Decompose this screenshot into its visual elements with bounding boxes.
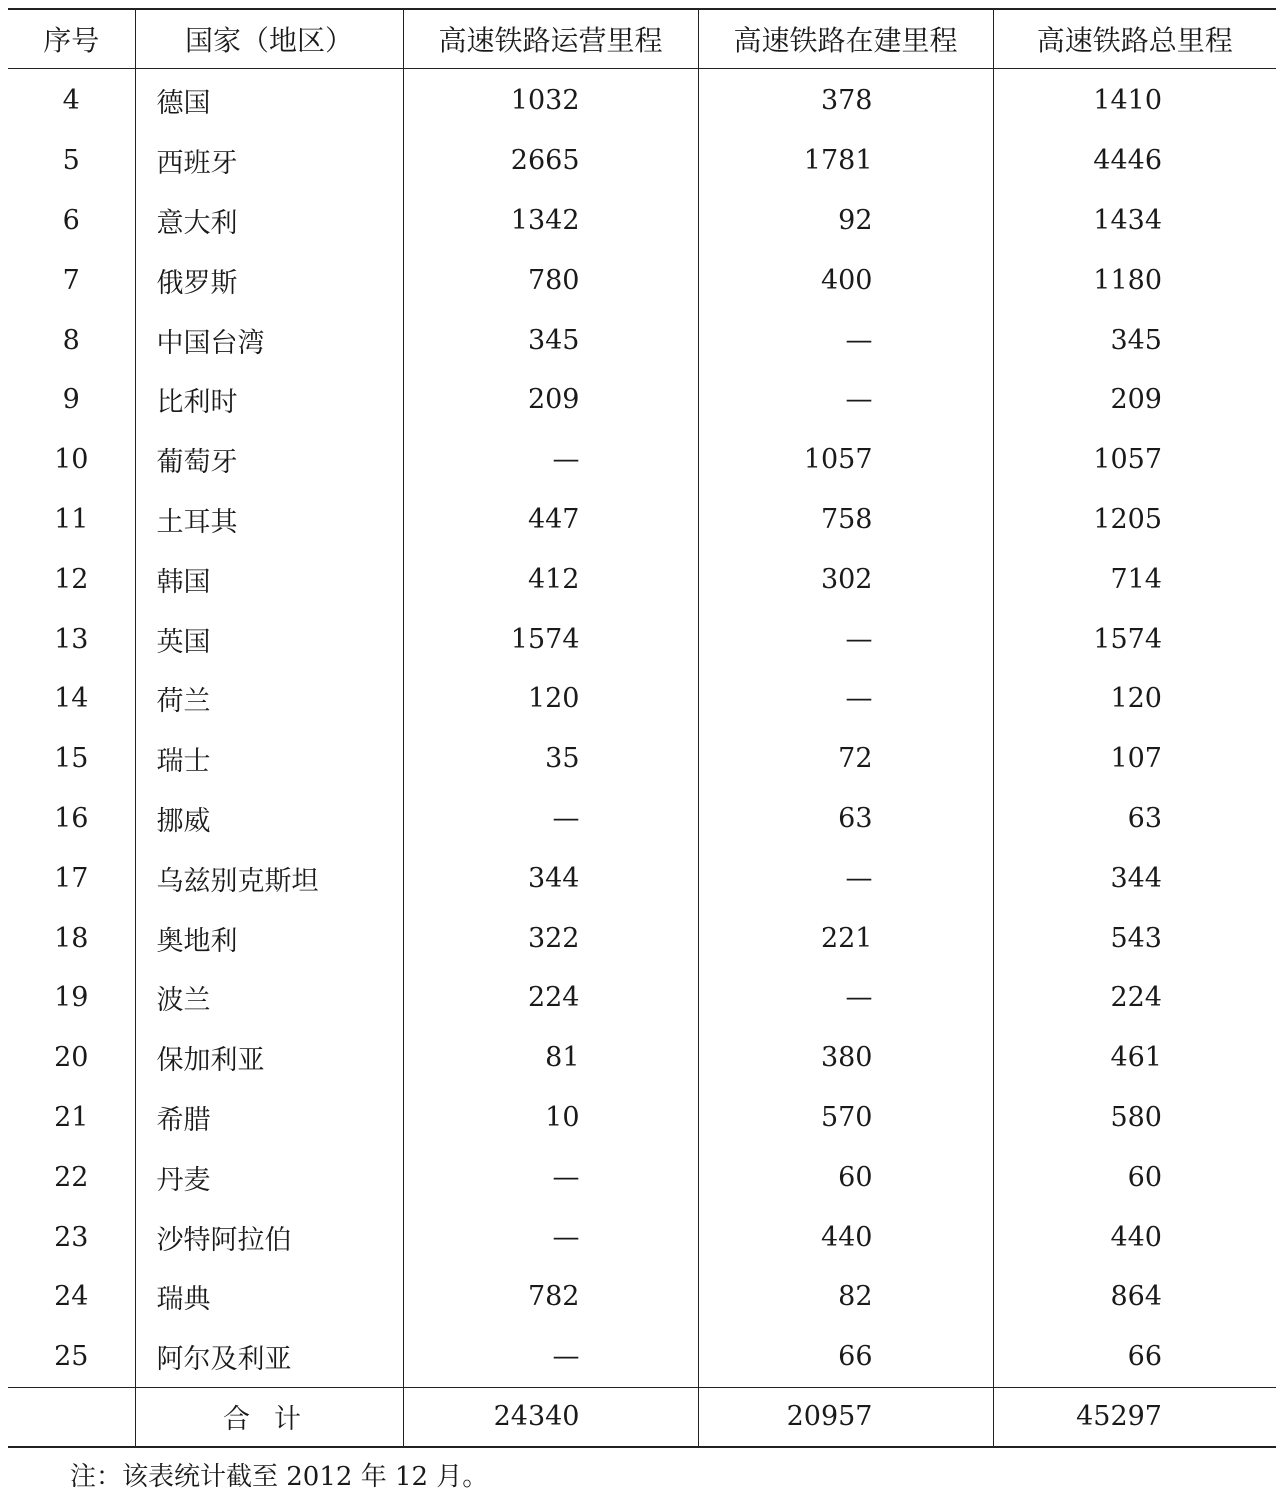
row-index: 12 — [54, 563, 89, 595]
row-operating: 2665 — [403, 131, 698, 191]
total-label: 合计 — [135, 1387, 403, 1447]
row-country: 瑞典 — [135, 1267, 403, 1327]
row-index: 4 — [62, 85, 80, 117]
row-operating: 345 — [403, 310, 698, 370]
row-under-construction: 570 — [698, 1088, 993, 1148]
table-row — [8, 669, 1276, 729]
row-total: 1180 — [993, 250, 1276, 310]
row-under-construction: — — [698, 609, 993, 669]
table-row — [8, 848, 1276, 908]
row-country: 比利时 — [135, 370, 403, 430]
row-index: 17 — [54, 862, 89, 894]
row-total: 60 — [993, 1147, 1276, 1207]
row-index: 6 — [62, 204, 80, 236]
row-under-construction: — — [698, 848, 993, 908]
header-total-mileage: 高速铁路总里程 — [993, 9, 1276, 69]
table-row — [8, 69, 1276, 131]
row-country: 丹麦 — [135, 1147, 403, 1207]
high-speed-rail-table-container — [8, 8, 1276, 1448]
row-operating: 344 — [403, 848, 698, 908]
row-index: 10 — [54, 444, 89, 476]
row-country: 德国 — [135, 69, 403, 131]
row-total: 440 — [993, 1207, 1276, 1267]
row-operating: — — [403, 430, 698, 490]
row-operating: 120 — [403, 669, 698, 729]
row-total: 1410 — [993, 69, 1276, 131]
table-row — [8, 191, 1276, 251]
row-country: 西班牙 — [135, 131, 403, 191]
table-row — [8, 310, 1276, 370]
table-row — [8, 1327, 1276, 1387]
row-country: 保加利亚 — [135, 1028, 403, 1088]
row-country: 波兰 — [135, 968, 403, 1028]
row-operating: 447 — [403, 490, 698, 550]
row-total: 543 — [993, 908, 1276, 968]
row-operating: 1032 — [403, 69, 698, 131]
row-under-construction: 758 — [698, 490, 993, 550]
row-operating: 1342 — [403, 191, 698, 251]
row-operating: — — [403, 1147, 698, 1207]
row-country: 韩国 — [135, 549, 403, 609]
total-index-cell — [8, 1387, 135, 1447]
row-operating: 35 — [403, 729, 698, 789]
row-country: 瑞士 — [135, 729, 403, 789]
table-row — [8, 430, 1276, 490]
row-index: 20 — [54, 1042, 89, 1074]
table-note: 注：该表统计截至 2012 年 12 月。 — [70, 1462, 489, 1492]
row-country: 土耳其 — [135, 490, 403, 550]
row-index: 5 — [62, 145, 80, 177]
row-under-construction: — — [698, 310, 993, 370]
row-operating: 81 — [403, 1028, 698, 1088]
row-total: 864 — [993, 1267, 1276, 1327]
header-index: 序号 — [8, 9, 135, 69]
high-speed-rail-table — [8, 8, 1276, 1448]
table-row — [8, 250, 1276, 310]
row-under-construction: 66 — [698, 1327, 993, 1387]
row-total: 344 — [993, 848, 1276, 908]
table-header-row — [8, 9, 1276, 69]
row-total: 1434 — [993, 191, 1276, 251]
row-index: 13 — [54, 623, 89, 655]
row-under-construction: 380 — [698, 1028, 993, 1088]
row-total: 224 — [993, 968, 1276, 1028]
table-row — [8, 908, 1276, 968]
row-total: 1057 — [993, 430, 1276, 490]
row-country: 荷兰 — [135, 669, 403, 729]
row-index: 16 — [54, 802, 89, 834]
table-body — [8, 69, 1276, 1388]
row-under-construction: 1057 — [698, 430, 993, 490]
total-operating: 24340 — [403, 1387, 698, 1447]
row-index: 18 — [54, 922, 89, 954]
table-row — [8, 609, 1276, 669]
row-under-construction: 1781 — [698, 131, 993, 191]
row-total: 714 — [993, 549, 1276, 609]
row-total: 63 — [993, 789, 1276, 849]
table-row — [8, 131, 1276, 191]
row-country: 英国 — [135, 609, 403, 669]
row-index: 23 — [54, 1221, 89, 1253]
row-index: 11 — [54, 503, 89, 535]
row-index: 8 — [62, 324, 80, 356]
total-mileage: 45297 — [993, 1387, 1276, 1447]
row-operating: — — [403, 1327, 698, 1387]
row-country: 希腊 — [135, 1088, 403, 1148]
row-operating: 1574 — [403, 609, 698, 669]
row-country: 阿尔及利亚 — [135, 1327, 403, 1387]
row-under-construction: — — [698, 968, 993, 1028]
row-under-construction: 400 — [698, 250, 993, 310]
row-under-construction: 302 — [698, 549, 993, 609]
row-total: 345 — [993, 310, 1276, 370]
total-under-construction: 20957 — [698, 1387, 993, 1447]
row-operating: 322 — [403, 908, 698, 968]
row-country: 沙特阿拉伯 — [135, 1207, 403, 1267]
header-construction-mileage: 高速铁路在建里程 — [698, 9, 993, 69]
row-index: 19 — [54, 982, 89, 1014]
table-row — [8, 1147, 1276, 1207]
table-row — [8, 370, 1276, 430]
row-operating: 782 — [403, 1267, 698, 1327]
row-under-construction: 72 — [698, 729, 993, 789]
row-index: 21 — [54, 1101, 89, 1133]
row-total: 120 — [993, 669, 1276, 729]
row-total: 461 — [993, 1028, 1276, 1088]
row-under-construction: — — [698, 370, 993, 430]
row-under-construction: 92 — [698, 191, 993, 251]
row-index: 7 — [62, 264, 80, 296]
row-index: 15 — [54, 743, 89, 775]
table-row — [8, 789, 1276, 849]
row-index: 22 — [54, 1161, 89, 1193]
row-under-construction: 440 — [698, 1207, 993, 1267]
table-row — [8, 1267, 1276, 1327]
row-under-construction: 82 — [698, 1267, 993, 1327]
row-operating: 224 — [403, 968, 698, 1028]
row-total: 1205 — [993, 490, 1276, 550]
row-country: 葡萄牙 — [135, 430, 403, 490]
row-under-construction: 63 — [698, 789, 993, 849]
row-total: 4446 — [993, 131, 1276, 191]
table-row — [8, 490, 1276, 550]
row-under-construction: 60 — [698, 1147, 993, 1207]
row-operating: 412 — [403, 549, 698, 609]
table-row — [8, 1028, 1276, 1088]
row-operating: — — [403, 1207, 698, 1267]
table-row — [8, 1207, 1276, 1267]
row-country: 奥地利 — [135, 908, 403, 968]
row-index: 25 — [54, 1341, 89, 1373]
row-under-construction: 378 — [698, 69, 993, 131]
row-total: 1574 — [993, 609, 1276, 669]
row-index: 24 — [54, 1281, 89, 1313]
header-country: 国家（地区） — [135, 9, 403, 69]
table-row — [8, 729, 1276, 789]
row-operating: — — [403, 789, 698, 849]
row-index: 9 — [62, 384, 80, 416]
table-row — [8, 968, 1276, 1028]
row-country: 意大利 — [135, 191, 403, 251]
row-operating: 780 — [403, 250, 698, 310]
header-operating-mileage: 高速铁路运营里程 — [403, 9, 698, 69]
row-total: 209 — [993, 370, 1276, 430]
row-country: 挪威 — [135, 789, 403, 849]
row-country: 俄罗斯 — [135, 250, 403, 310]
row-under-construction: — — [698, 669, 993, 729]
row-total: 107 — [993, 729, 1276, 789]
row-operating: 10 — [403, 1088, 698, 1148]
row-total: 66 — [993, 1327, 1276, 1387]
row-total: 580 — [993, 1088, 1276, 1148]
row-country: 中国台湾 — [135, 310, 403, 370]
row-operating: 209 — [403, 370, 698, 430]
table-row — [8, 549, 1276, 609]
table-row — [8, 1088, 1276, 1148]
row-index: 14 — [54, 683, 89, 715]
row-country: 乌兹别克斯坦 — [135, 848, 403, 908]
table-total-row — [8, 1387, 1276, 1447]
row-under-construction: 221 — [698, 908, 993, 968]
